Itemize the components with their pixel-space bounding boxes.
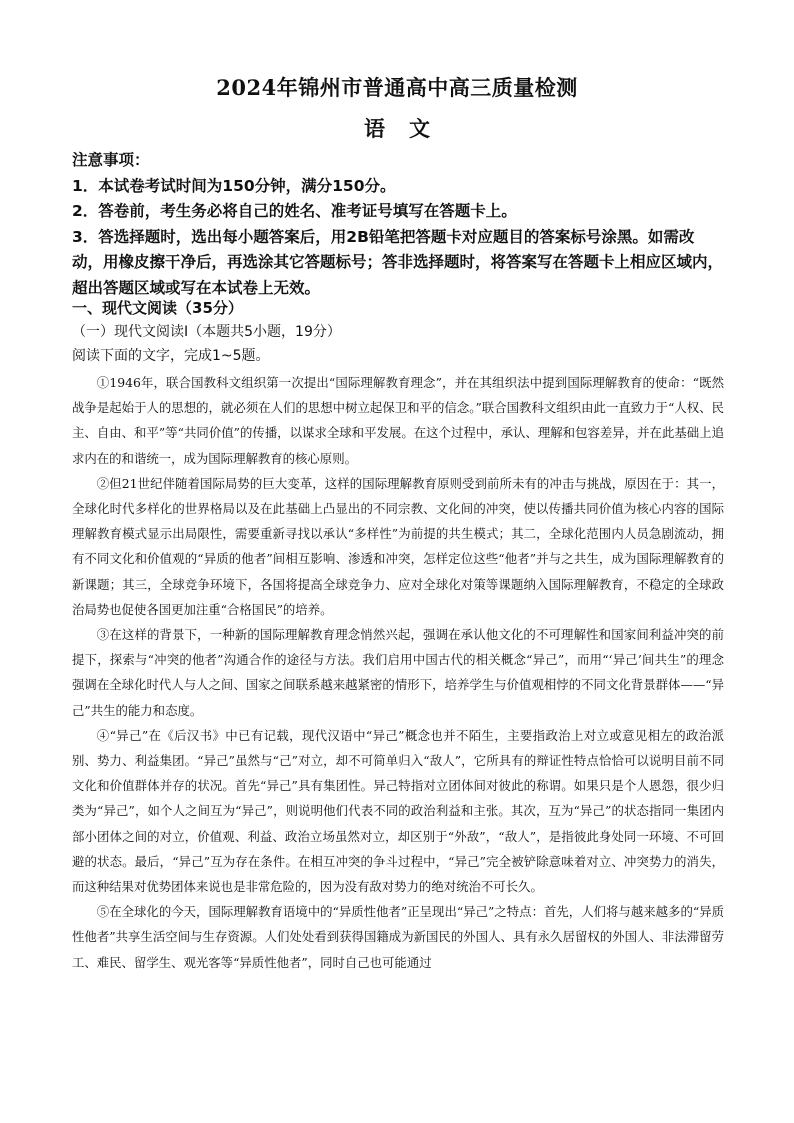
passage-paragraph: ①1946年，联合国教科文组织第一次提出“国际理解教育理念”，并在其组织法中提到国际理解教育的使命：“既然战争是起始于人的思想的，就必须在人们的思想中树立起保卫和平的信念。”联合国教科文组织由此一直致力于“人权、民主、自由、和平”等“共同价值”的传播，以谋求全球和平发展。在这个过程中，承认、理解和包容差异，并在此基础上追求内在的和谐统一，成为国际理解教育的核心原则。 [72, 375, 724, 466]
section-header [72, 296, 724, 368]
notice-item: 3．答选择题时，选出每小题答案后，用2B铅笔把答题卡对应题目的答案标号涂黑。如需改动，用橡皮擦干净后，再选涂其它答题标号；答非选择题时，将答案写在答题卡上相应区域内，超出答题区域或写在本试卷上无效。 [72, 227, 724, 297]
subject-title: 语文 [364, 116, 454, 141]
section-subheading: （一）现代文阅读Ⅰ（本题共5小题，19分） [72, 324, 341, 340]
passage-paragraph: ④“异己”在《后汉书》中已有记载，现代汉语中“异己”概念也并不陌生，主要指政治上对立或意见相左的政治派别、势力、利益集团。“异己”虽然与“己”对立，却不可简单归入“敌人”，它所具有的辩证性特点恰恰可以说明目前不同文化和价值群体并存的状况。首先“异己”具有集团性。异己特指对立团体间对彼此的称谓。如果只是个人恩怨，很少归类为“异己”，如个人之间互为“异己”，则说明他们代表不同的政治利益和主张。其次，互为“异己”的状态指同一集团内部小团体之间的对立，价值观、利益、政治立场虽然对立，却区别于“外敌”，“敌人”，是指彼此身处同一环境、不可回避的状态。最后，“异己”互为存在条件。在相互冲突的争斗过程中，“异己”完全被铲除意味着对立、冲突势力的消失，而这种结果对优势团体来说也是非常危险的，因为没有敌对势力的绝对统治不可长久。 [72, 727, 724, 895]
passage-paragraph: ③在这样的背景下，一种新的国际理解教育理念悄然兴起，强调在承认他文化的不可理解性和国家间利益冲突的前提下，探索与“冲突的他者”沟通合作的途径与方法。我们启用中国古代的相关概念“异己”，而用“‘异己’间共生”的理念强调在全球化时代人与人之间、国家之间联系越来越紧密的情形下，培养学生与价值观相悖的不同文化背景群体——“异己”共生的能力和态度。 [72, 627, 724, 718]
reading-passage [72, 370, 724, 975]
notice-item: 1．本试卷考试时间为150分钟，满分150分。 [72, 176, 396, 195]
notice-heading: 注意事项： [72, 151, 150, 169]
section-heading: 一、现代文阅读（35分） [72, 299, 243, 317]
passage-paragraph: ⑤在全球化的今天，国际理解教育语境中的“异质性他者”正呈现出“异己”之特点：首先，人们将与越来越多的“异质性他者”共享生活空间与生存资源。人们处处看到获得国籍成为新国民的外国人、具有永久居留权的外国人、非法滞留劳工、难民、留学生、观光客等“异质性他者”，同时自己也可能通过 [72, 904, 724, 970]
notice-item: 2．答卷前，考生务必将自己的姓名、准考证号填写在答题卡上。 [72, 202, 517, 220]
exam-title: 2024年锦州市普通高中高三质量检测 [216, 75, 578, 100]
passage-paragraph: ②但21世纪伴随着国际局势的巨大变革，这样的国际理解教育原则受到前所未有的冲击与挑战，原因在于：其一，全球化时代多样化的世界格局以及在此基础上凸显出的不同宗教、文化间的冲突，使以传播共同价值为核心内容的国际理解教育模式显示出局限性，需要重新寻找以承认“多样性”为前提的共生模式；其二，全球化范围内人员急剧流动，拥有不同文化和价值观的“异质的他者”间相互影响、渗透和冲突，怎样定位这些“他者”并与之共生，成为国际理解教育的新课题；其三，全球竞争环境下，各国将提高全球竞争力、应对全球化对策等课题纳入国际理解教育，不稳定的全球政治局势也促使各国更加注重“合格国民”的培养。 [72, 475, 724, 617]
section-instruction: 阅读下面的文字，完成1~5题。 [72, 348, 270, 364]
notice-block [72, 148, 724, 301]
